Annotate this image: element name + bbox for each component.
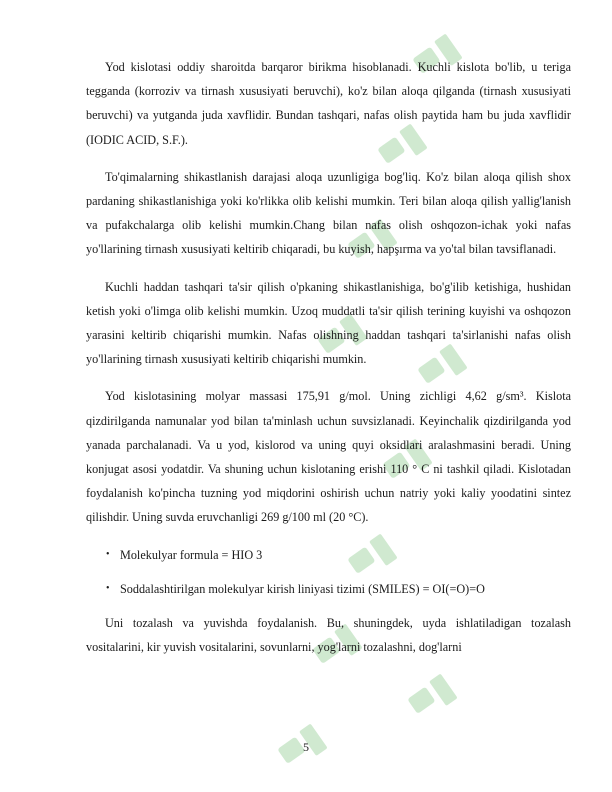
- bullet-list: [86, 543, 571, 601]
- bullet-icon: •: [106, 582, 110, 594]
- body-paragraph: Uni tozalash va yuvishda foydalanish. Bu, shuningdek, uyda ishlatiladigan tozalash vositalarini, kir yuvish vositalarini, sovunlarni, yog'larni tozalashni, dog'larni: [86, 616, 571, 655]
- bullet-text: Soddalashtirilgan molekulyar kirish liniyasi tizimi (SMILES) = OI(=O)=O: [120, 581, 485, 596]
- body-paragraph: Kuchli haddan tashqari ta'sir qilish o'pkaning shikastlanishiga, bo'g'ilib ketishiga, hushidan ketish yoki o'limga olib kelishi mumkin. Uzoq muddatli ta'sir qilish terining kuyishi va oshqozon yarasini keltirib chiqarishi mumkin. Nafas olishning haddan tashqari ta'sirlanishi nafas olish yo'llarining tirnash xususiyati keltirib chiqarishi mumkin.: [86, 279, 571, 367]
- body-paragraph: Yod kislotasining molyar massasi 175,91 g/mol. Uning zichligi 4,62 g/sm³. Kislota qizdirilganda namunalar yod bilan ta'minlash uchun suvsizlanadi. Keyinchalik qizdirilganda yod yanada parchalanadi. Va u yod, kislorod va uning quyi oksidlari aralashmasini beradi. Uning konjugat asosi yodatdir. Va shuning uchun kislotaning erishi 110 ° C ni tashkil qiladi. Kislotadan foydalanish ko'pincha tuzning yod miqdorini oshirish uchun natriy yoki kaliy yoodatini sintez qilishdir. Uning suvda eruvchanligi 269 g/100 ml (20 °C).: [86, 389, 571, 525]
- bullet-item: [86, 577, 571, 601]
- body-paragraph: To'qimalarning shikastlanish darajasi aloqa uzunligiga bog'liq. Ko'z bilan aloqa qilish shox pardaning shikastlanishiga yoki ko'rlikka olib kelishi mumkin. Teri bilan aloqa qilish yallig'lanish va pufakchalarga olib kelishi mumkin.Chang bilan nafas olish oshqozon-ichak yoki nafas yo'llarining tirnash xususiyati keltirib chiqaradi, bu kuyish, hapşırma va yo'tal bilan tavsiflanadi.: [86, 169, 571, 257]
- document-body: [86, 55, 571, 659]
- page-number: 5: [303, 740, 309, 754]
- bullet-text: Molekulyar formula = HIO 3: [120, 547, 263, 562]
- body-paragraph: Yod kislotasi oddiy sharoitda barqaror birikma hisoblanadi. Kuchli kislota bo'lib, u teriga tegganda (korroziv va tirnash xususiyati beruvchi), ko'z bilan aloqa qilganda (tirnash xususiyati beruvchi) va yutganda juda xavflidir. Bundan tashqari, nafas olish paytida ham bu juda xavflidir (IODIC ACID, S.F.).: [86, 60, 571, 147]
- bullet-icon: •: [106, 548, 110, 560]
- bullet-item: [86, 543, 571, 567]
